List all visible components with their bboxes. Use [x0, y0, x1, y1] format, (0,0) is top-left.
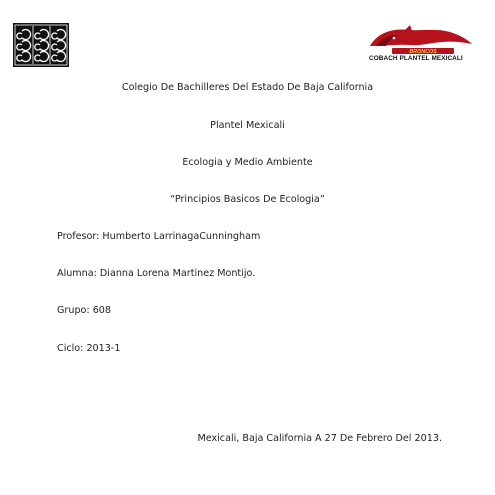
campus-name: Plantel Mexicali [210, 120, 285, 131]
document-title: “Principios Basicos De Ecologia” [170, 194, 325, 205]
student-line: Alumna: Dianna Lorena Martinez Montijo. [57, 268, 256, 279]
place-date-line: Mexicali, Baja California A 27 De Febrero Del 2013. [197, 433, 442, 444]
broncos-wordmark: BRONCOS [409, 49, 437, 55]
cobach-cbc-emblem-icon [13, 23, 69, 67]
cycle-line: Ciclo: 2013-1 [57, 343, 121, 354]
institution-name: Colegio De Bachilleres Del Estado De Baja California [121, 82, 374, 93]
group-line: Grupo: 608 [57, 305, 112, 316]
subject-name: Ecologia y Medio Ambiente [182, 157, 313, 168]
logo-caption: COBACH PLANTEL MEXICALI [369, 55, 463, 62]
professor-line: Profesor: Humberto LarrinagaCunningham [57, 231, 261, 242]
